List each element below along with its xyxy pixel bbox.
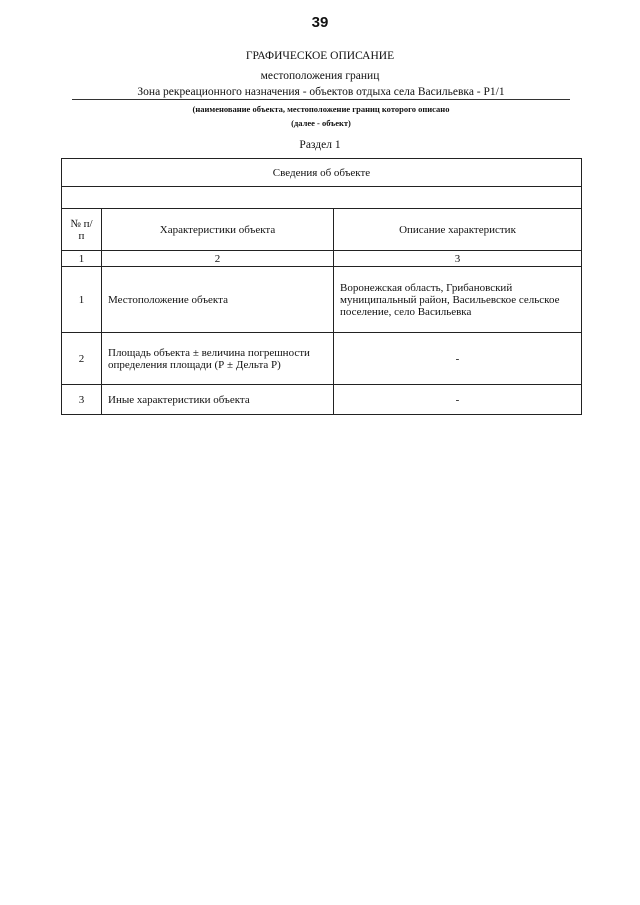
row-description: - xyxy=(334,333,582,385)
table-spacer-row xyxy=(62,187,582,209)
object-info-table xyxy=(61,158,582,415)
row-number: 3 xyxy=(62,385,102,415)
object-name-caption: (наименование объекта, местоположение границ которого описано xyxy=(192,104,450,114)
column-number: 2 xyxy=(102,251,334,267)
table-title: Сведения об объекте xyxy=(62,159,582,187)
table-title-row xyxy=(62,159,582,187)
page-number: 39 xyxy=(311,14,329,31)
table-row xyxy=(62,385,582,415)
section-title: Раздел 1 xyxy=(299,139,341,151)
row-characteristic: Местоположение объекта xyxy=(102,267,334,333)
column-number: 3 xyxy=(334,251,582,267)
table-header-row xyxy=(62,209,582,251)
row-description: - xyxy=(334,385,582,415)
column-number: 1 xyxy=(62,251,102,267)
row-characteristic: Площадь объекта ± величина погрешности определения площади (Р ± Дельта Р) xyxy=(102,333,334,385)
row-characteristic: Иные характеристики объекта xyxy=(102,385,334,415)
document-subtitle: местоположения границ xyxy=(260,70,380,82)
document-title: ГРАФИЧЕСКОЕ ОПИСАНИЕ xyxy=(245,50,395,62)
row-number: 2 xyxy=(62,333,102,385)
row-description: Воронежская область, Грибановский муниципальный район, Васильевское сельское поселение, село Васильевка xyxy=(334,267,582,333)
table-spacer xyxy=(62,187,582,209)
column-header-number: № п/п xyxy=(62,209,102,251)
column-header-characteristic: Характеристики объекта xyxy=(102,209,334,251)
object-name-caption-2: (далее - объект) xyxy=(291,118,351,128)
row-number: 1 xyxy=(62,267,102,333)
table-row xyxy=(62,333,582,385)
table-row xyxy=(62,267,582,333)
column-header-description: Описание характеристик xyxy=(334,209,582,251)
column-number-row xyxy=(62,251,582,267)
object-name: Зона рекреационного назначения - объектов отдыха села Васильевка - Р1/1 xyxy=(72,86,570,100)
